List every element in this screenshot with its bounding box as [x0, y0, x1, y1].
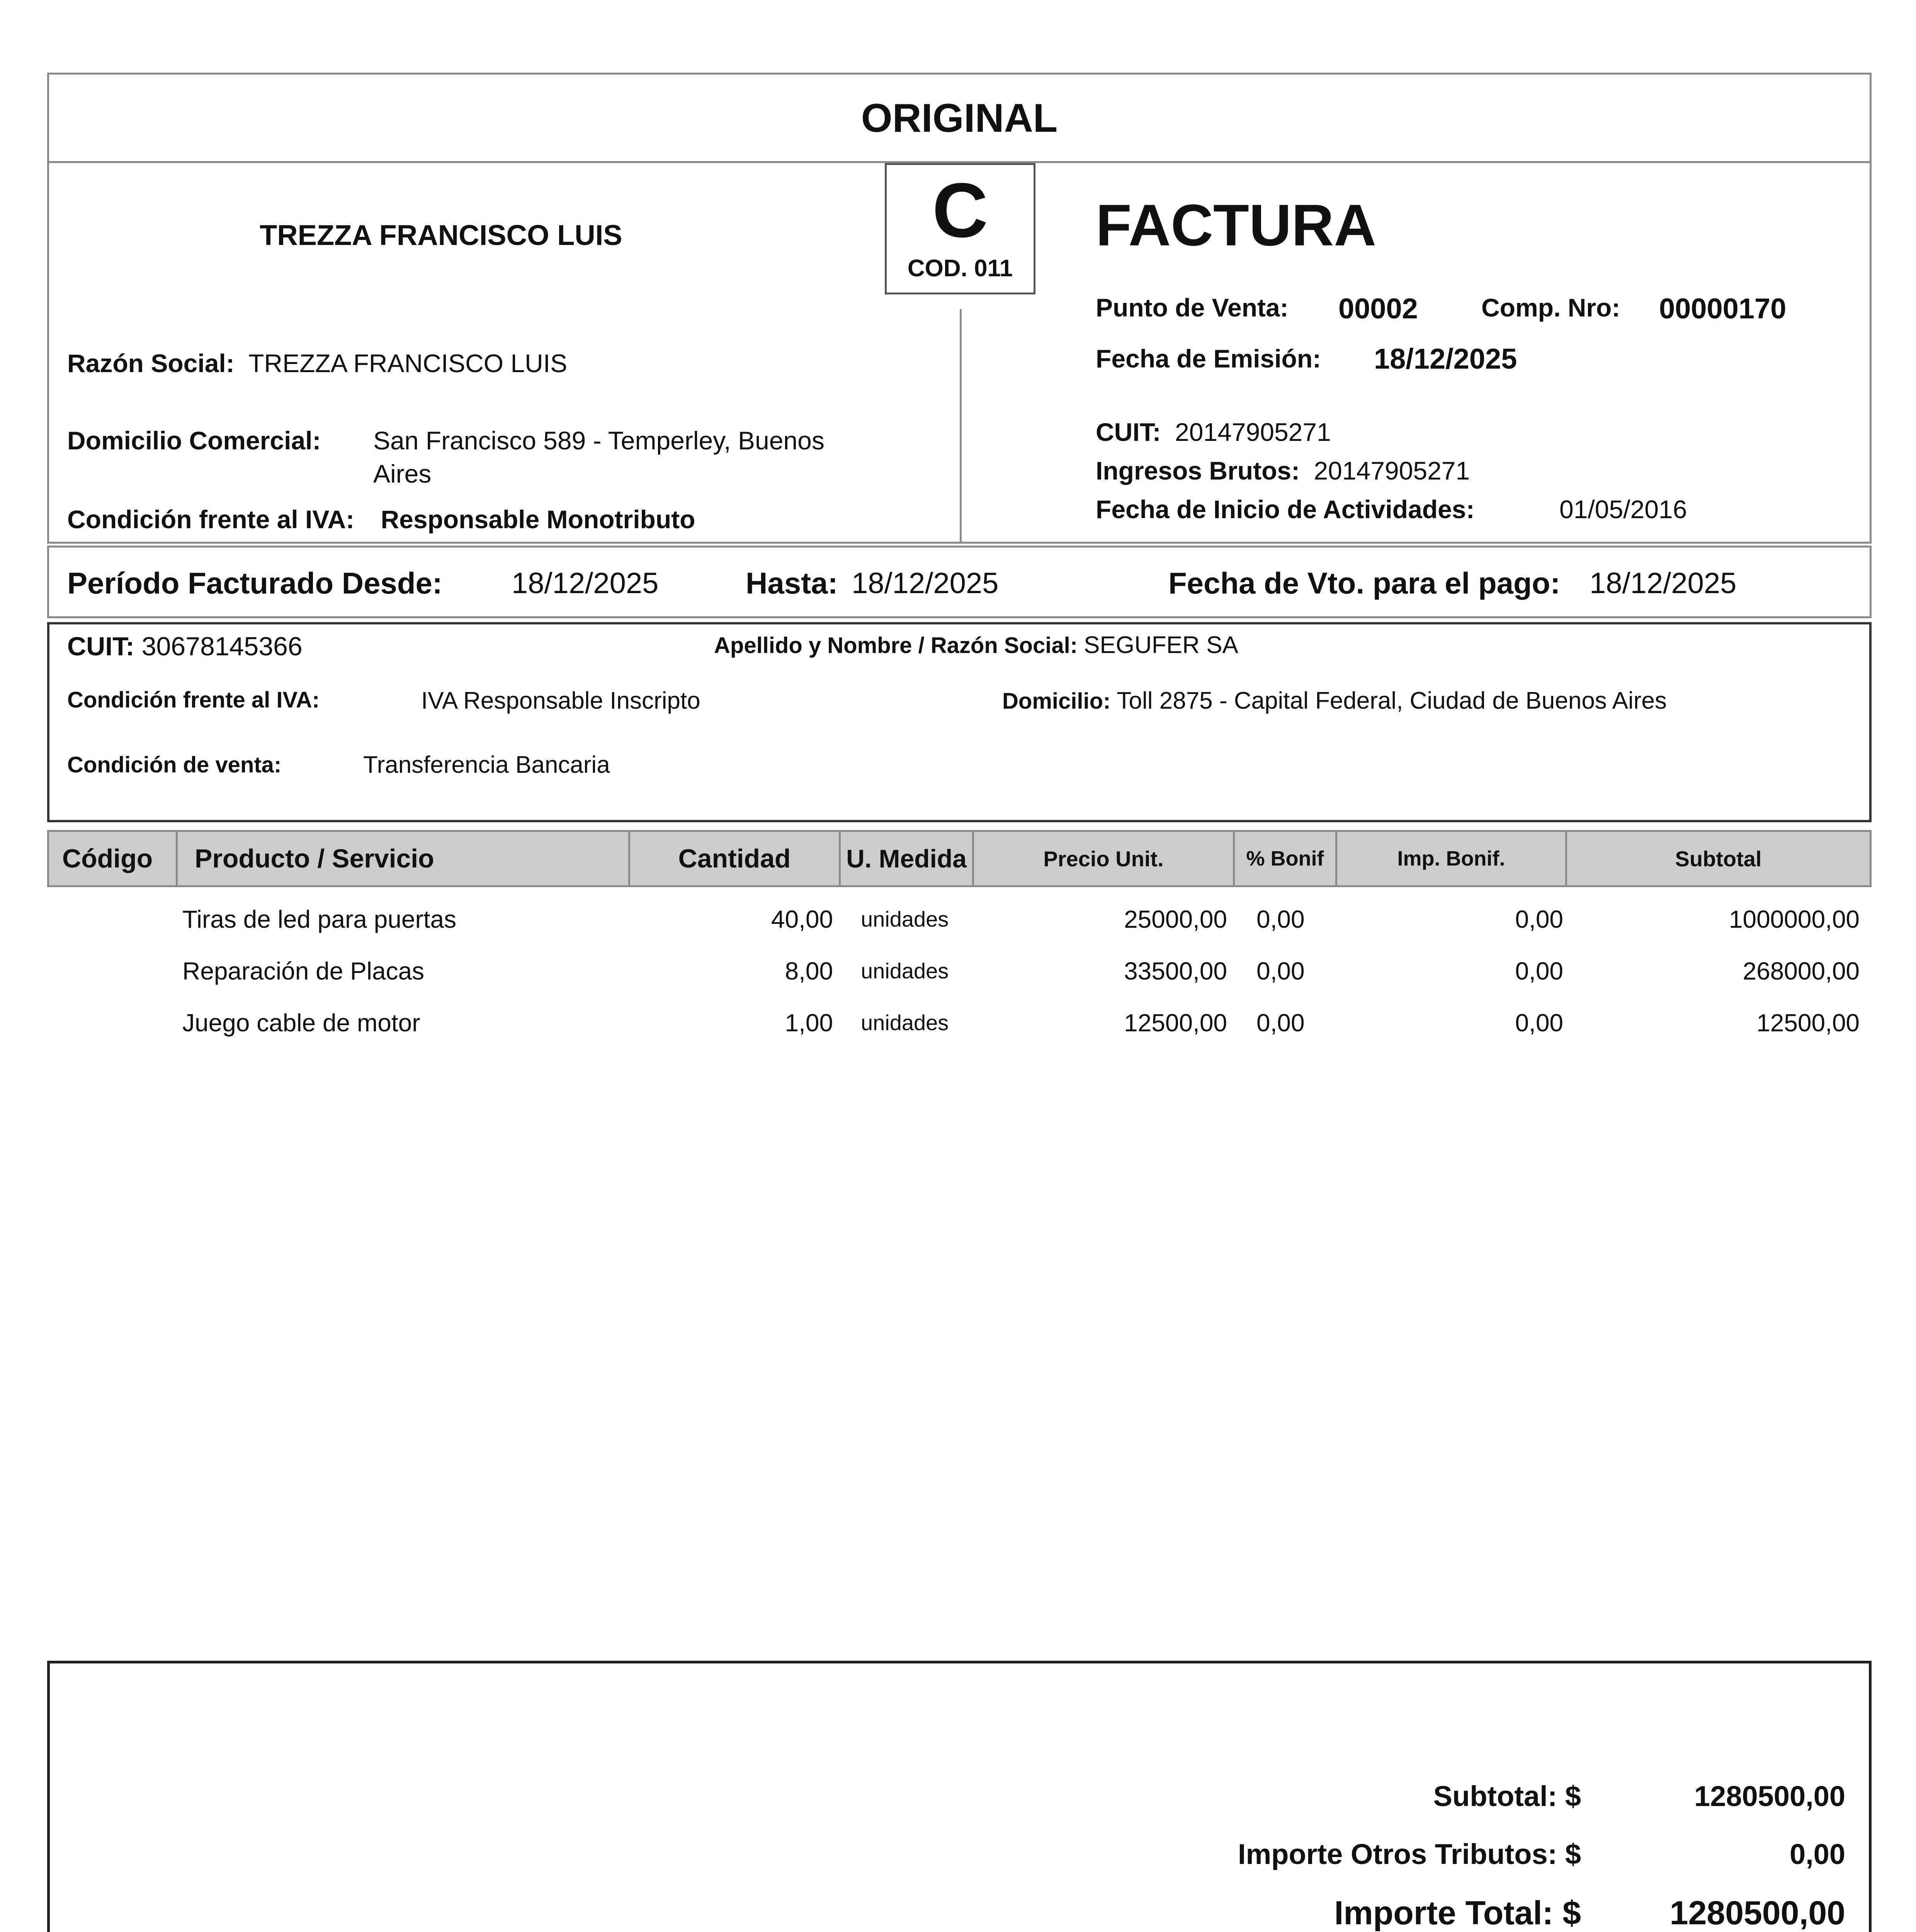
client-cuit-label: CUIT:: [67, 632, 134, 661]
period-hasta-value: 18/12/2025: [852, 567, 999, 600]
comp-nro-label: Comp. Nro:: [1481, 293, 1620, 322]
client-nombre: [714, 631, 1238, 659]
ingresos-value: 20147905271: [1314, 456, 1470, 485]
client-cuit: [67, 631, 303, 662]
period-desde-label: Período Facturado Desde:: [67, 566, 442, 600]
totals-total-label: Importe Total: $: [1334, 1895, 1581, 1932]
cell-unidad: unidades: [861, 959, 949, 983]
vertical-divider: [960, 309, 962, 542]
client-iva-value: IVA Responsable Inscripto: [421, 687, 700, 714]
razon-social-value: TREZZA FRANCISCO LUIS: [248, 349, 568, 378]
cell-imp-bonif: 0,00: [1515, 957, 1563, 985]
cell-imp-bonif: 0,00: [1515, 905, 1563, 933]
cell-producto: Reparación de Placas: [182, 957, 425, 985]
period-hasta-label: Hasta:: [746, 566, 838, 600]
invoice-title: FACTURA: [1096, 192, 1377, 258]
domicilio-label: Domicilio Comercial:: [67, 426, 321, 455]
col-header-precio-text: Precio Unit.: [1043, 846, 1164, 871]
cell-bonif: 0,00: [1256, 1009, 1305, 1037]
cell-imp-bonif: 0,00: [1515, 1009, 1563, 1037]
cell-cantidad: 40,00: [771, 905, 833, 933]
client-venta-label: Condición de venta:: [67, 752, 282, 777]
cell-subtotal: 268000,00: [1743, 957, 1860, 985]
issuer-iva-value: Responsable Monotributo: [381, 505, 695, 534]
client-nombre-value: SEGUFER SA: [1084, 632, 1238, 658]
col-header-codigo: [47, 830, 178, 887]
ingresos-brutos: [1096, 456, 1470, 485]
copy-label: ORIGINAL: [861, 96, 1058, 141]
issuer-razon-social: [67, 349, 567, 378]
cell-subtotal: 12500,00: [1756, 1009, 1860, 1037]
totals-otros-label: Importe Otros Tributos: $: [1238, 1838, 1581, 1870]
period-vto-label: Fecha de Vto. para el pago:: [1168, 566, 1561, 600]
punto-venta-value: 00002: [1338, 293, 1418, 325]
inicio-label: Fecha de Inicio de Actividades:: [1096, 495, 1475, 524]
client-iva-label: Condición frente al IVA:: [67, 687, 320, 713]
col-header-producto: [176, 830, 630, 887]
col-header-precio: [972, 830, 1235, 887]
totals-subtotal-value: 1280500,00: [1694, 1780, 1845, 1812]
invoice-type-letter: C: [932, 167, 988, 253]
copy-header: [47, 73, 1872, 163]
cell-precio: 12500,00: [1124, 1009, 1227, 1037]
issuer-cuit: [1096, 417, 1331, 447]
inicio-value: 01/05/2016: [1559, 495, 1687, 524]
col-header-medida: [839, 830, 974, 887]
col-header-medida-text: U. Medida: [846, 844, 967, 873]
cell-subtotal: 1000000,00: [1729, 905, 1860, 933]
domicilio-line2: Aires: [373, 459, 432, 488]
totals-subtotal-label: Subtotal: $: [1433, 1780, 1581, 1812]
cell-producto: Juego cable de motor: [182, 1009, 420, 1037]
col-header-cantidad: [628, 830, 841, 887]
col-header-imp-bonif: [1335, 830, 1567, 887]
totals-otros-value: 0,00: [1789, 1838, 1845, 1870]
cell-precio: 33500,00: [1124, 957, 1227, 985]
col-header-bonif-text: % Bonif: [1246, 847, 1324, 870]
client-domicilio: [1002, 687, 1667, 714]
cell-bonif: 0,00: [1256, 957, 1305, 985]
col-header-subtotal-text: Subtotal: [1675, 846, 1762, 871]
punto-venta-label: Punto de Venta:: [1096, 293, 1289, 322]
fecha-emision-label: Fecha de Emisión:: [1096, 344, 1321, 373]
col-header-imp-bonif-text: Imp. Bonif.: [1397, 847, 1505, 870]
cell-unidad: unidades: [861, 907, 949, 931]
col-header-subtotal: [1565, 830, 1872, 887]
issuer-iva-label: Condición frente al IVA:: [67, 505, 355, 534]
comp-nro-value: 00000170: [1659, 293, 1787, 325]
razon-social-label: Razón Social:: [67, 349, 235, 378]
cell-cantidad: 8,00: [785, 957, 833, 985]
cell-precio: 25000,00: [1124, 905, 1227, 933]
fecha-emision-value: 18/12/2025: [1374, 343, 1517, 375]
issuer-iva: [67, 505, 695, 534]
col-header-codigo-text: Código: [62, 844, 153, 873]
invoice-type-box: [885, 163, 1035, 294]
cell-unidad: unidades: [861, 1010, 949, 1035]
issuer-cuit-label: CUIT:: [1096, 418, 1161, 446]
client-domicilio-label: Domicilio:: [1002, 689, 1111, 714]
domicilio-line1: San Francisco 589 - Temperley, Buenos: [373, 426, 825, 455]
cell-producto: Tiras de led para puertas: [182, 905, 457, 933]
col-header-bonif: [1233, 830, 1337, 887]
invoice-type-code: COD. 011: [907, 255, 1013, 282]
cell-cantidad: 1,00: [785, 1009, 833, 1037]
issuer-cuit-value: 20147905271: [1175, 418, 1331, 446]
ingresos-label: Ingresos Brutos:: [1096, 456, 1300, 485]
client-venta-value: Transferencia Bancaria: [363, 752, 610, 778]
period-desde-value: 18/12/2025: [512, 567, 659, 600]
period-vto-value: 18/12/2025: [1590, 567, 1737, 600]
col-header-cantidad-text: Cantidad: [678, 844, 791, 873]
issuer-name: TREZZA FRANCISCO LUIS: [260, 219, 622, 251]
client-nombre-label: Apellido y Nombre / Razón Social:: [714, 633, 1078, 658]
totals-total-value: 1280500,00: [1669, 1895, 1845, 1932]
client-cuit-value: 30678145366: [141, 632, 303, 661]
col-header-producto-text: Producto / Servicio: [195, 844, 434, 873]
cell-bonif: 0,00: [1256, 905, 1305, 933]
client-domicilio-value: Toll 2875 - Capital Federal, Ciudad de Buenos Aires: [1117, 687, 1667, 714]
